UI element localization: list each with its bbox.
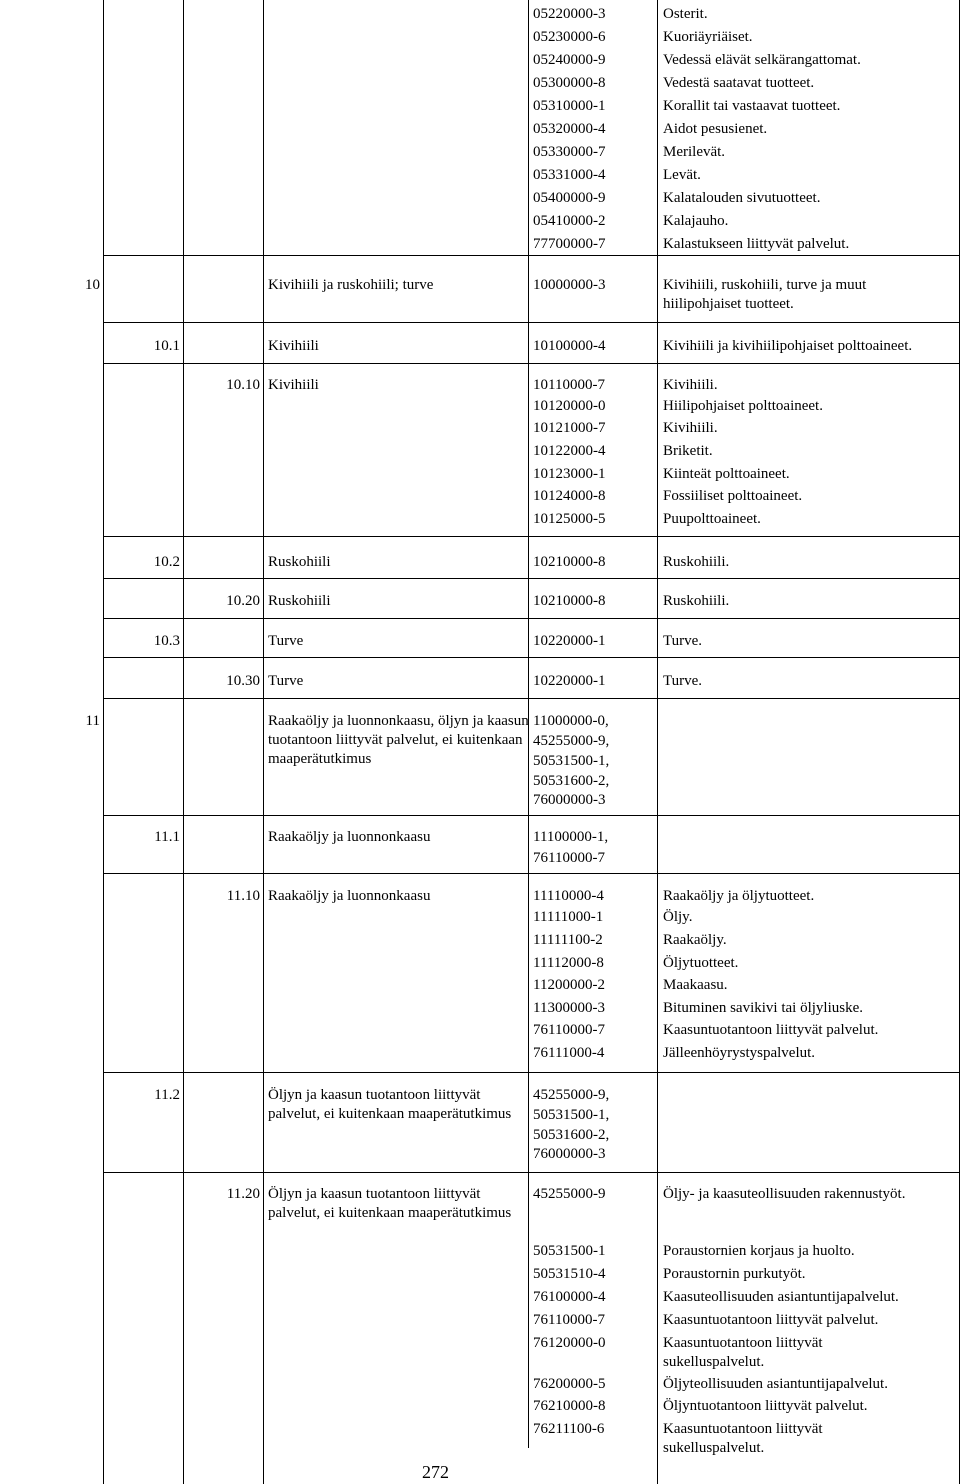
cpv-code: 50531600-2, <box>533 1127 610 1143</box>
section-name: Raakaöljy ja luonnonkaasu <box>268 888 431 904</box>
cpv-description: Kiinteät polttoaineet. <box>663 466 790 482</box>
section-name: Raakaöljy ja luonnonkaasu <box>268 829 431 845</box>
cpv-description: Hiilipohjaiset polttoaineet. <box>663 398 823 414</box>
cpv-code: 05300000-8 <box>533 75 606 91</box>
cpv-code: 76210000-8 <box>533 1398 606 1414</box>
cpv-code: 50531500-1 <box>533 1243 606 1259</box>
cpv-code: 77700000-7 <box>533 236 606 252</box>
cpv-description: Kivihiili. <box>663 377 718 393</box>
row-divider <box>103 322 960 323</box>
cpv-code: 76000000-3 <box>533 1146 606 1162</box>
cpv-description: Fossiiliset polttoaineet. <box>663 488 803 504</box>
vertical-rule <box>103 0 104 1484</box>
cpv-code: 10125000-5 <box>533 511 606 527</box>
cpv-code: 05410000-2 <box>533 213 606 229</box>
vertical-rule <box>183 0 184 1484</box>
cpv-description: Öljyntuotantoon liittyvät palvelut. <box>663 1398 868 1414</box>
cpv-description: Kaasuntuotantoon liittyvät sukelluspalvelut. <box>663 1421 823 1456</box>
cpv-code: 05320000-4 <box>533 121 606 137</box>
cpv-description: Ruskohiili. <box>663 554 730 570</box>
cpv-code: 11100000-1, <box>533 829 609 845</box>
cpv-description: Kuoriäyriäiset. <box>663 29 753 45</box>
cpv-code: 10210000-8 <box>533 554 606 570</box>
cpv-description: Briketit. <box>663 443 713 459</box>
cpv-code: 10123000-1 <box>533 466 606 482</box>
cpv-code: 76120000-0 <box>533 1335 606 1351</box>
row-divider <box>103 815 960 816</box>
cpv-description: Puupolttoaineet. <box>663 511 761 527</box>
section-name: Kivihiili <box>268 338 319 354</box>
cpv-code: 10100000-4 <box>533 338 606 354</box>
row-divider <box>103 578 960 579</box>
cpv-description: Vedessä elävät selkärangattomat. <box>663 52 861 68</box>
cpv-code: 76000000-3 <box>533 792 606 808</box>
cpv-description: Kaasuntuotantoon liittyvät palvelut. <box>663 1312 879 1328</box>
cpv-description: Bituminen savikivi tai öljyliuske. <box>663 1000 863 1016</box>
cpv-code: 05230000-6 <box>533 29 606 45</box>
section-code: 11.1 <box>154 829 180 845</box>
row-divider <box>103 1172 960 1173</box>
section-code: 11.2 <box>154 1087 180 1103</box>
cpv-description: Maakaasu. <box>663 977 728 993</box>
cpv-description: Kalajauho. <box>663 213 729 229</box>
cpv-description: Levät. <box>663 167 701 183</box>
cpv-code: 76200000-5 <box>533 1376 606 1392</box>
cpv-description: Poraustornien korjaus ja huolto. <box>663 1243 855 1259</box>
section-code: 10.2 <box>153 554 180 570</box>
section-name: Kivihiili <box>268 377 319 393</box>
cpv-description: Vedestä saatavat tuotteet. <box>663 75 815 91</box>
cpv-code: 05400000-9 <box>533 190 606 206</box>
cpv-code: 50531500-1, <box>533 753 610 769</box>
section-name: Öljyn ja kaasun tuotantoon liittyvät palvelut, ei kuitenkaan maaperätutkimus <box>268 1087 512 1122</box>
page-number: 272 <box>422 1462 449 1482</box>
cpv-code: 76110000-7 <box>533 1312 605 1328</box>
cpv-code: 11110000-4 <box>533 888 604 904</box>
cpv-description: Osterit. <box>663 6 708 22</box>
section-name: Kivihiili ja ruskohiili; turve <box>268 277 434 293</box>
cpv-code: 05240000-9 <box>533 52 606 68</box>
row-divider <box>103 255 960 256</box>
row-divider <box>103 1072 960 1073</box>
cpv-code: 10121000-7 <box>533 420 606 436</box>
row-divider <box>103 363 960 364</box>
section-name: Ruskohiili <box>268 593 331 609</box>
cpv-description: Kivihiili, ruskohiili, turve ja muut hiilipohjaiset tuotteet. <box>663 277 867 312</box>
cpv-code: 76110000-7 <box>533 850 605 866</box>
cpv-description: Raakaöljy ja öljytuotteet. <box>663 888 815 904</box>
cpv-description: Kivihiili. <box>663 420 718 436</box>
cpv-description: Öljy. <box>663 909 693 925</box>
cpv-code: 11111100-2 <box>533 932 603 948</box>
section-code: 10 <box>85 277 100 293</box>
cpv-code: 11200000-2 <box>533 977 605 993</box>
cpv-description: Öljyteollisuuden asiantuntijapalvelut. <box>663 1376 888 1392</box>
cpv-code: 50531600-2, <box>533 773 610 789</box>
cpv-code: 11111000-1 <box>533 909 604 925</box>
cpv-description: Kalatalouden sivutuotteet. <box>663 190 821 206</box>
cpv-description: Kalastukseen liittyvät palvelut. <box>663 236 850 252</box>
section-code: 10.20 <box>226 593 260 609</box>
section-name: Turve <box>268 673 304 689</box>
cpv-code: 76110000-7 <box>533 1022 605 1038</box>
cpv-code: 45255000-9, <box>533 733 610 749</box>
cpv-description: Turve. <box>663 673 703 689</box>
cpv-description: Merilevät. <box>663 144 726 160</box>
cpv-description: Kaasuntuotantoon liittyvät palvelut. <box>663 1022 879 1038</box>
cpv-description: Ruskohiili. <box>663 593 730 609</box>
cpv-code: 10122000-4 <box>533 443 606 459</box>
cpv-code: 10210000-8 <box>533 593 606 609</box>
section-code: 10.10 <box>226 377 260 393</box>
section-code: 11.10 <box>226 888 260 904</box>
cpv-code: 76211100-6 <box>533 1421 605 1437</box>
cpv-description: Poraustornin purkutyöt. <box>663 1266 806 1282</box>
section-code: 11.20 <box>226 1186 260 1202</box>
cpv-code: 45255000-9 <box>533 1186 606 1202</box>
cpv-code: 10220000-1 <box>533 633 606 649</box>
cpv-code: 50531500-1, <box>533 1107 610 1123</box>
section-name: Öljyn ja kaasun tuotantoon liittyvät palvelut, ei kuitenkaan maaperätutkimus <box>268 1186 512 1221</box>
cpv-description: Kaasuntuotantoon liittyvät sukelluspalvelut. <box>663 1335 823 1370</box>
section-code: 11 <box>85 713 100 729</box>
cpv-code: 76111000-4 <box>533 1045 605 1061</box>
cpv-description: Raakaöljy. <box>663 932 727 948</box>
cpv-description: Öljy- ja kaasuteollisuuden rakennustyöt. <box>663 1186 906 1202</box>
section-code: 10.1 <box>153 338 180 354</box>
row-divider <box>103 873 960 874</box>
cpv-description: Aidot pesusienet. <box>663 121 768 137</box>
cpv-code: 50531510-4 <box>533 1266 606 1282</box>
cpv-code: 10124000-8 <box>533 488 606 504</box>
vertical-rule <box>263 0 264 1484</box>
cpv-code: 10220000-1 <box>533 673 606 689</box>
cpv-code: 05330000-7 <box>533 144 606 160</box>
section-code: 10.3 <box>153 633 180 649</box>
cpv-description: Öljytuotteet. <box>663 955 739 971</box>
cpv-code: 11112000-8 <box>533 955 604 971</box>
cpv-code: 05310000-1 <box>533 98 606 114</box>
cpv-code: 10000000-3 <box>533 277 606 293</box>
cpv-description: Turve. <box>663 633 703 649</box>
cpv-code: 05220000-3 <box>533 6 606 22</box>
cpv-code: 11000000-0, <box>533 713 609 729</box>
row-divider <box>103 536 960 537</box>
section-name: Turve <box>268 633 304 649</box>
cpv-code: 45255000-9, <box>533 1087 610 1103</box>
row-divider <box>103 618 960 619</box>
cpv-description: Jälleenhöyrystyspalvelut. <box>663 1045 816 1061</box>
cpv-code: 76100000-4 <box>533 1289 606 1305</box>
cpv-code: 10120000-0 <box>533 398 606 414</box>
cpv-code: 10110000-7 <box>533 377 605 393</box>
cpv-code: 11300000-3 <box>533 1000 605 1016</box>
section-code: 10.30 <box>226 673 260 689</box>
row-divider <box>103 698 960 699</box>
row-divider <box>103 657 960 658</box>
section-name: Ruskohiili <box>268 554 331 570</box>
cpv-description: Kivihiili ja kivihiilipohjaiset polttoaineet. <box>663 338 913 354</box>
cpv-description: Korallit tai vastaavat tuotteet. <box>663 98 841 114</box>
cpv-code: 05331000-4 <box>533 167 606 183</box>
section-name: Raakaöljy ja luonnonkaasu, öljyn ja kaasun tuotantoon liittyvät palvelut, ei kuitenkaan maaperätutkimus <box>268 713 529 767</box>
cpv-description: Kaasuteollisuuden asiantuntijapalvelut. <box>663 1289 899 1305</box>
vertical-rule <box>657 0 658 1484</box>
